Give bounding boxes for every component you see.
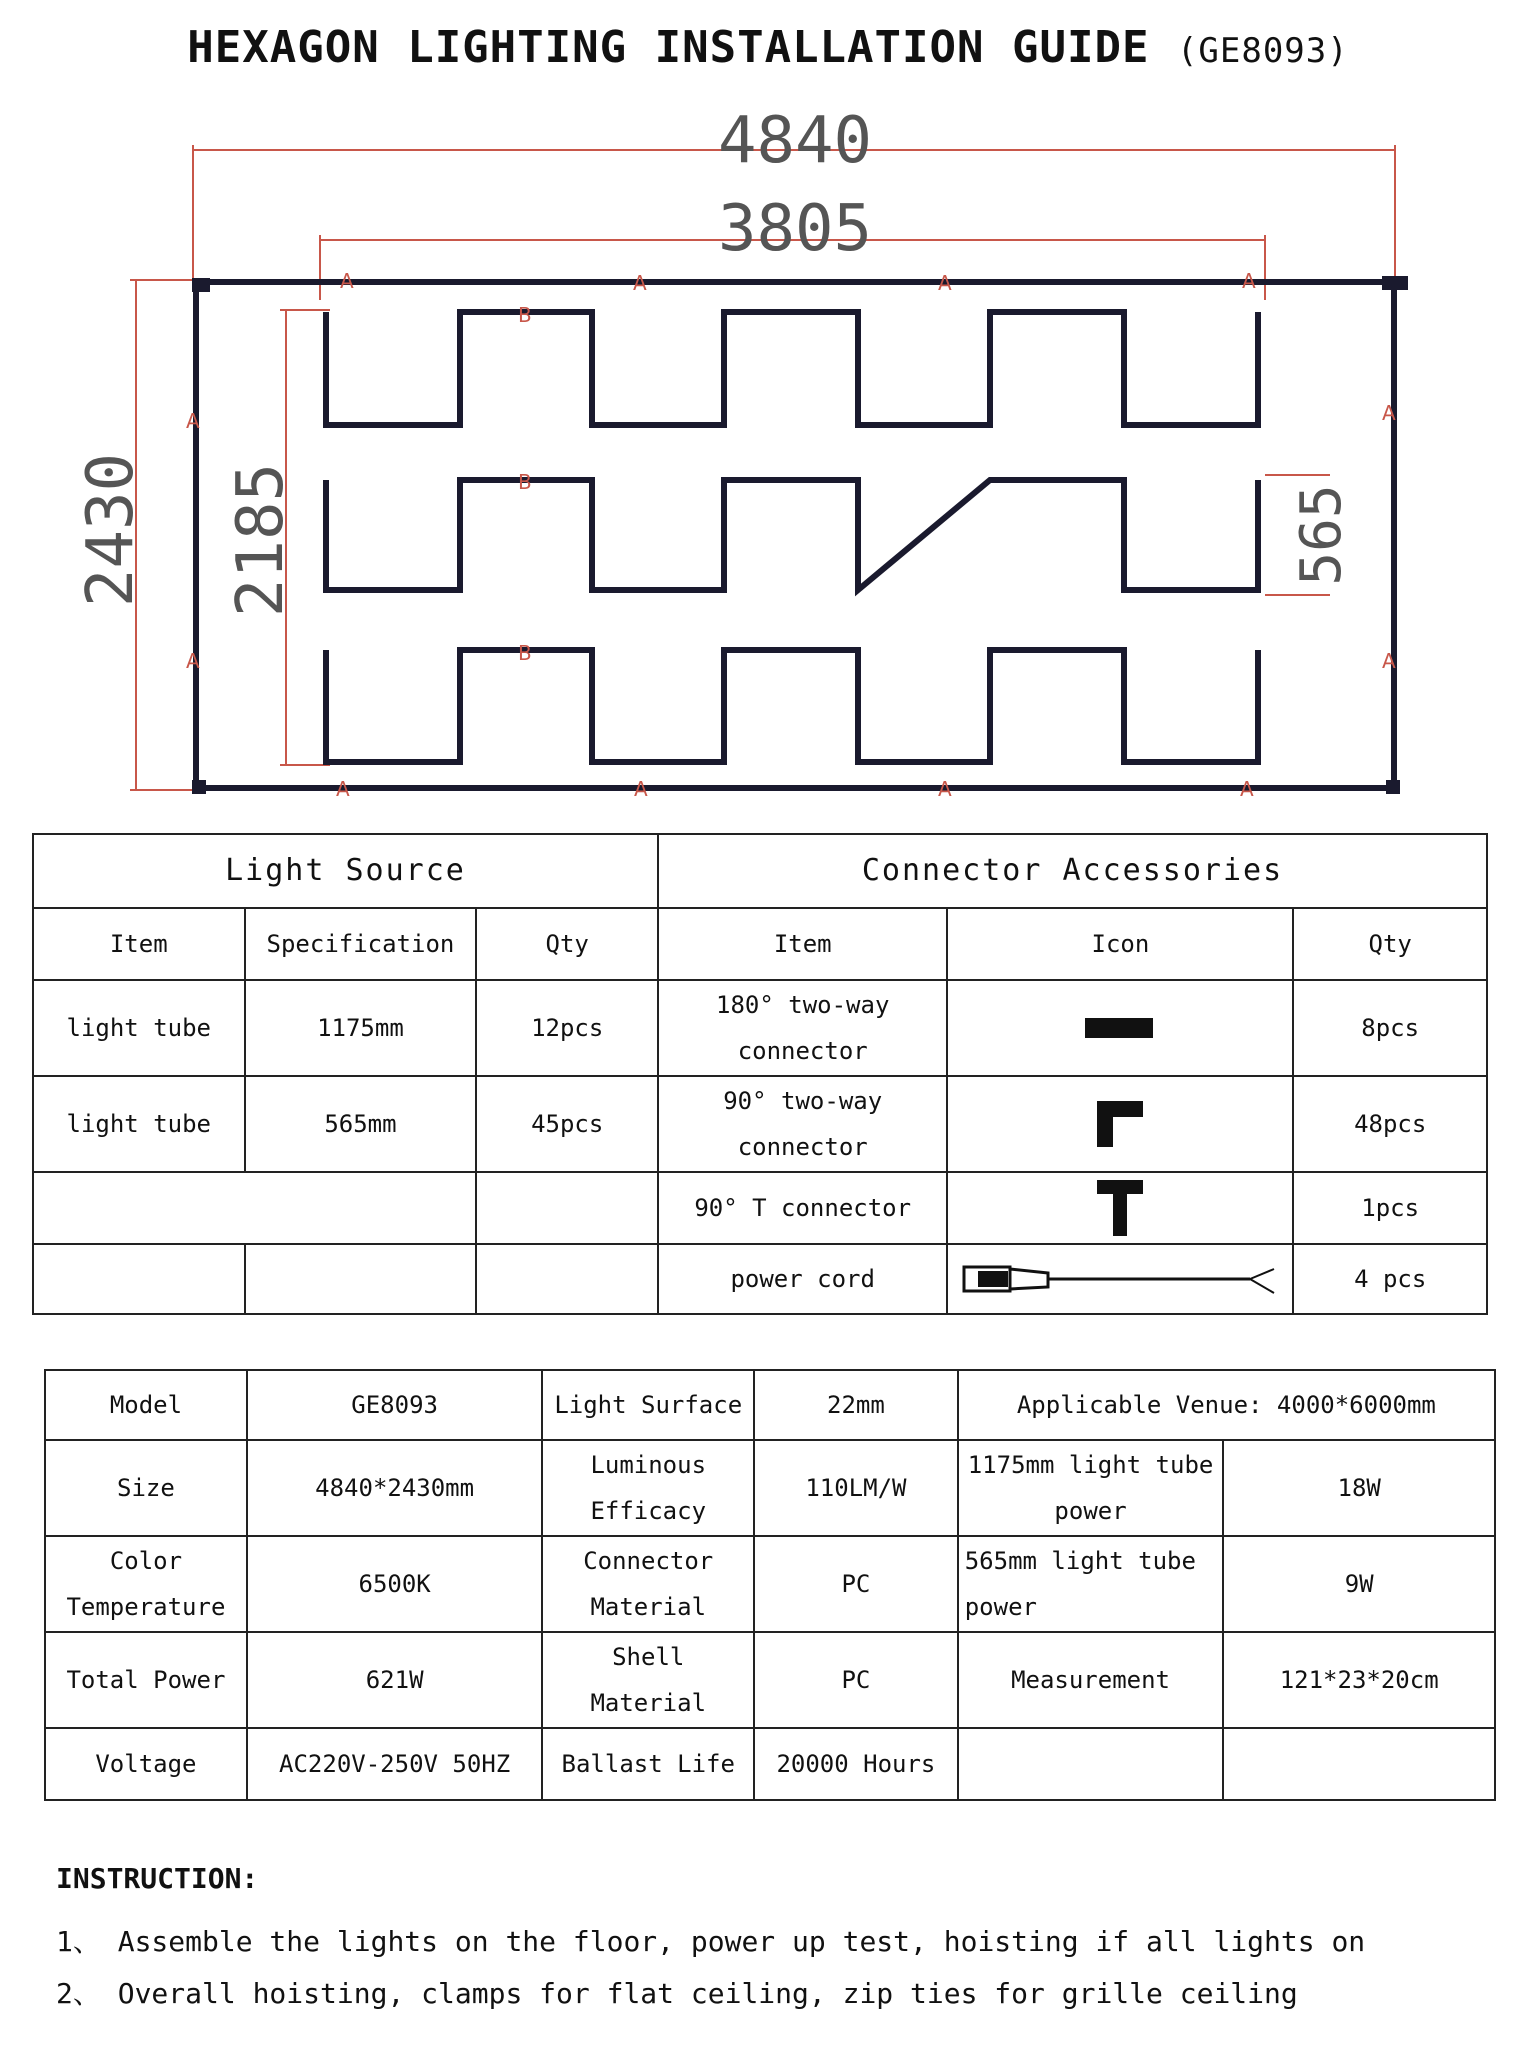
table-row: Voltage AC220V-250V 50HZ Ballast Life 20000 Hours xyxy=(45,1728,1495,1800)
label-a: A xyxy=(336,777,350,801)
table-row: light tube 1175mm 12pcs 180° two-way connector 8pcs xyxy=(33,980,1487,1076)
col-item: Item xyxy=(658,908,947,980)
dim-inner-width: 3805 xyxy=(717,192,873,266)
connector-accessories-header: Connector Accessories xyxy=(658,834,1487,908)
label-a: A xyxy=(634,777,648,801)
t-connector-icon xyxy=(1095,1178,1145,1238)
power-cord-icon xyxy=(960,1259,1280,1299)
label-a: A xyxy=(186,649,200,673)
table-row: light tube 565mm 45pcs 90° two-way connector 48pcs xyxy=(33,1076,1487,1172)
label-a: A xyxy=(340,269,354,293)
label-b: B xyxy=(518,303,532,327)
label-a: A xyxy=(938,777,952,801)
label-b: B xyxy=(518,470,532,494)
label-a: A xyxy=(186,409,200,433)
dim-segment: 565 xyxy=(1289,484,1354,586)
instruction-step: 1、 Assemble the lights on the floor, power up test, hoisting if all lights on xyxy=(56,1925,1366,1958)
label-a: A xyxy=(633,271,647,295)
table-row: Model GE8093 Light Surface 22mm Applicable Venue: 4000*6000mm xyxy=(45,1370,1495,1440)
table-row: 90° T connector 1pcs xyxy=(33,1172,1487,1244)
layout-diagram xyxy=(0,0,1536,820)
col-qty: Qty xyxy=(476,908,658,980)
dim-overall-width: 4840 xyxy=(717,104,873,178)
frame-corners xyxy=(192,276,1408,794)
col-specification: Specification xyxy=(245,908,477,980)
col-item: Item xyxy=(33,908,245,980)
title-main: HEXAGON LIGHTING INSTALLATION GUIDE xyxy=(187,22,1150,73)
accessories-table xyxy=(32,833,1488,1315)
instruction-heading: INSTRUCTION: xyxy=(56,1862,259,1895)
light-source-header: Light Source xyxy=(33,834,658,908)
label-a: A xyxy=(1242,269,1256,293)
col-qty: Qty xyxy=(1293,908,1487,980)
outer-frame xyxy=(196,282,1394,788)
label-a: A xyxy=(1382,649,1396,673)
specs-table xyxy=(44,1369,1496,1801)
dim-overall-height: 2430 xyxy=(74,452,148,608)
instruction-step: 2、 Overall hoisting, clamps for flat ceiling, zip ties for grille ceiling xyxy=(56,1977,1298,2010)
label-a: A xyxy=(1382,401,1396,425)
diagram-labels xyxy=(186,269,1396,801)
label-a: A xyxy=(938,271,952,295)
table-row: Color Temperature 6500K Connector Material PC 565mm light tube power 9W xyxy=(45,1536,1495,1632)
label-b: B xyxy=(518,641,532,665)
table-row: Size 4840*2430mm Luminous Efficacy 110LM/W 1175mm light tube power 18W xyxy=(45,1440,1495,1536)
corner-connector-icon xyxy=(1095,1099,1145,1149)
table-row: power cord 4 pcs xyxy=(33,1244,1487,1314)
col-icon: Icon xyxy=(947,908,1293,980)
straight-connector-icon xyxy=(1085,1016,1155,1040)
table-row: Total Power 621W Shell Material PC Measurement 121*23*20cm xyxy=(45,1632,1495,1728)
title-model: (GE8093) xyxy=(1176,31,1349,71)
dim-inner-height: 2185 xyxy=(224,462,298,618)
zigzag-rows xyxy=(326,312,1258,762)
label-a: A xyxy=(1240,777,1254,801)
